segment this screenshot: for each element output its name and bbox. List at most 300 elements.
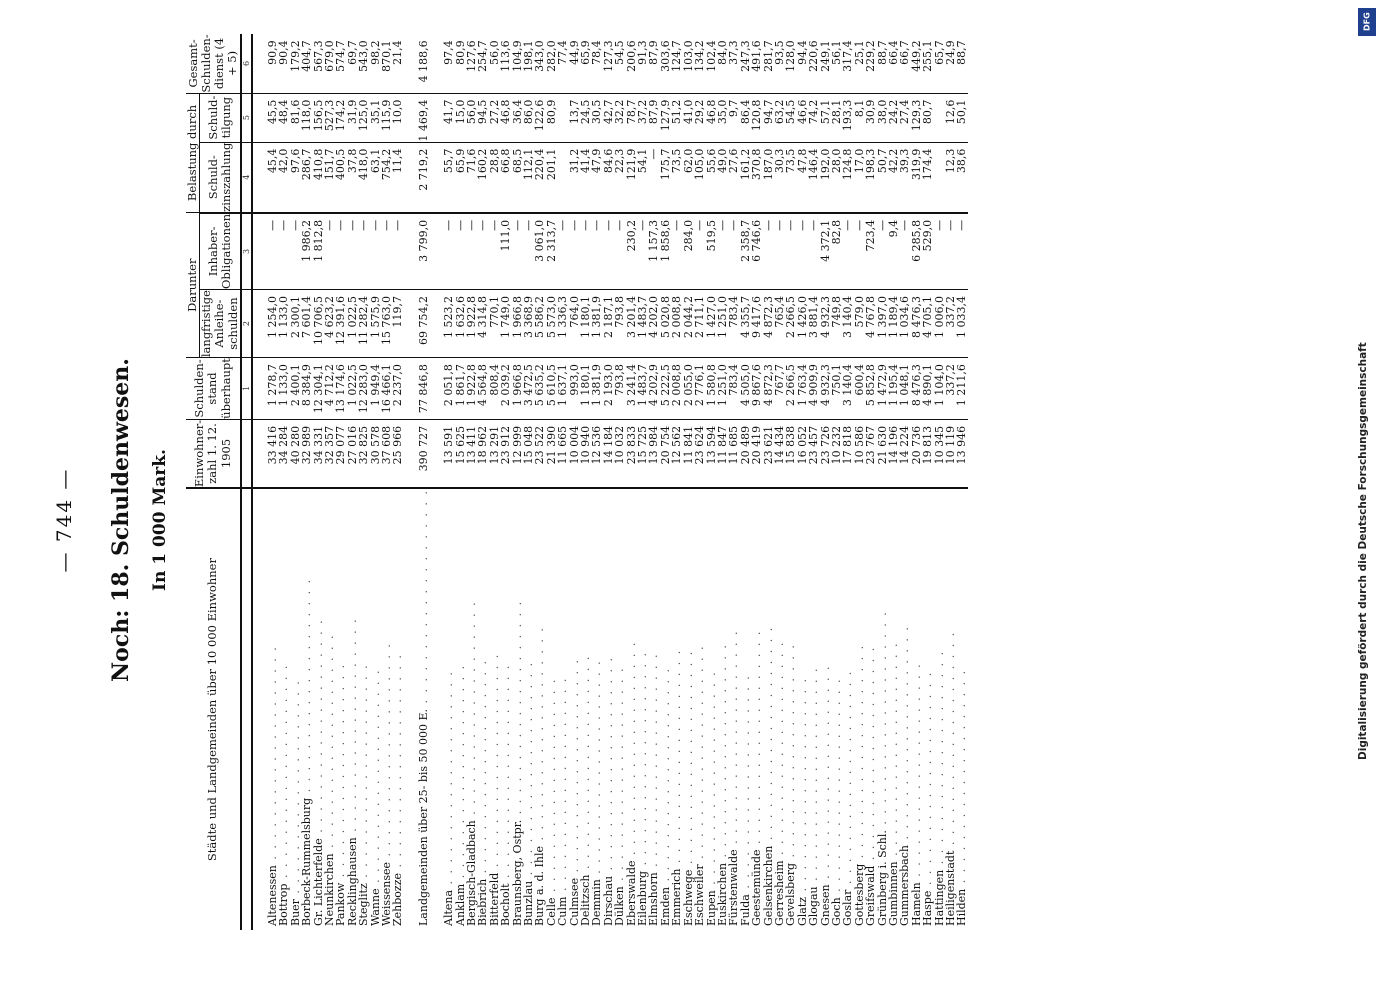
cell-col-2: 2 266,5 xyxy=(785,358,796,420)
cell-col-5: 370,8 xyxy=(751,142,762,213)
cell-col-1: 20 754 xyxy=(660,419,671,488)
cell-col-5: 198,3 xyxy=(865,142,876,213)
cell-col-4: — xyxy=(637,213,648,290)
cell-col-5: 55,6 xyxy=(706,142,717,213)
cell-col-6: 127,9 xyxy=(660,93,671,142)
city-label: Delitzsch xyxy=(579,874,593,926)
table-row xyxy=(956,34,967,930)
cell-col-6: 30,9 xyxy=(865,93,876,142)
cell-col-6 xyxy=(557,93,568,142)
spacer-cell xyxy=(252,488,267,930)
leader-dots: . . . . . . . . . . . . . . . . . . . . xyxy=(288,679,302,900)
cell-col-4: 519,5 xyxy=(706,213,717,290)
cell-col-7: 134,2 xyxy=(693,40,707,72)
cell-col-5: 31,2 xyxy=(569,142,580,213)
cell-col-7: 65,9 xyxy=(579,40,593,65)
leader-dots: . . . . . . . . . . . . . . . . . . . . xyxy=(416,489,430,709)
spacer-cell xyxy=(429,358,443,420)
cell-col-2: 4 909,9 xyxy=(808,358,819,420)
leader-dots: . . . . . . . . . . . . . . . . . . . . xyxy=(636,651,650,871)
cell-col-6: 12,6 xyxy=(945,93,956,142)
cell-col-1: 390 727 xyxy=(418,419,429,488)
cell-col-2: 2 051,8 xyxy=(443,358,454,420)
cell-col-7: 574,7 xyxy=(334,40,348,72)
city-label: Bergisch-Gladbach xyxy=(464,820,478,926)
cell-col-4: — xyxy=(728,213,739,290)
cell-col-3: 1 034,6 xyxy=(899,290,910,358)
cell-col-1: 13 594 xyxy=(706,419,717,488)
cell-col-4: 82,8 xyxy=(831,213,842,290)
cell-col-1: 25 966 xyxy=(392,419,403,488)
cell-col-6: 81,6 xyxy=(290,93,301,142)
cell-col-1: 20 736 xyxy=(911,419,922,488)
cell-col-2: 1 048,1 xyxy=(899,358,910,420)
leader-dots: . . . . . . . . . . . . . . . . . . . . xyxy=(841,669,855,890)
cell-col-5: 28,0 xyxy=(831,142,842,213)
cell-col-2: 4 505,0 xyxy=(740,358,751,420)
cell-col-1: 27 016 xyxy=(347,419,358,488)
cell-col-4: — xyxy=(808,213,819,290)
city-label: Biebrich xyxy=(476,878,490,926)
cell-col-1: 10 940 xyxy=(580,419,591,488)
cell-col-5: 187,0 xyxy=(763,142,774,213)
city-label: Eberswalde xyxy=(624,860,638,926)
cell-col-4: — xyxy=(694,213,705,290)
cell-col-6: 54,5 xyxy=(785,93,796,142)
cell-col-7: 84,0 xyxy=(715,40,729,65)
city-label: Hameln xyxy=(909,882,923,926)
cell-col-3: 2 266,5 xyxy=(785,290,796,358)
spacer-cell xyxy=(429,419,443,488)
cell-col-6: 118,0 xyxy=(301,93,312,142)
cell-col-7: 94,4 xyxy=(795,40,809,65)
cell-col-3: 1 749,0 xyxy=(500,290,511,358)
cell-col-1: 23 726 xyxy=(820,419,831,488)
spacer-cell xyxy=(404,93,418,142)
cell-col-7: 317,4 xyxy=(841,40,855,72)
leader-dots: . . . . . . . . . . . . . . . . . . . . xyxy=(590,659,604,880)
cell-col-5: 400,5 xyxy=(335,142,346,213)
leader-dots: . . . . . . . . . . . . . . . . . . . . xyxy=(487,652,501,873)
cell-col-3: 2 711,1 xyxy=(694,290,705,358)
cell-col-5: — xyxy=(648,142,659,213)
city-label: Euskirchen xyxy=(715,862,729,926)
city-label: Glogau xyxy=(807,886,821,926)
city-label: Wanne xyxy=(368,888,382,926)
cell-col-6: 48,4 xyxy=(278,93,289,142)
cell-col-7: 247,3 xyxy=(738,40,752,72)
cell-col-1: 12 999 xyxy=(512,419,523,488)
city-label: Buer xyxy=(288,899,302,926)
leader-dots: . . . . . . . . . . . . . . . . . . . . xyxy=(772,640,786,861)
cell-col-4: — xyxy=(335,213,346,290)
cell-col-1: 15 625 xyxy=(455,419,466,488)
cell-col-2: 4 872,3 xyxy=(763,358,774,420)
cell-col-2: 2 008,8 xyxy=(671,358,682,420)
leader-dots: . . . . . . . . . . . . . . . . . . . . xyxy=(704,670,718,891)
cell-col-7: 343,0 xyxy=(533,40,547,72)
cell-col-7: 78,4 xyxy=(590,40,604,65)
spacer-cell xyxy=(252,290,267,358)
cell-col-2: 8 384,9 xyxy=(301,358,312,420)
cell-col-7: 77,4 xyxy=(556,40,570,65)
cell-col-3: 119,7 xyxy=(392,290,403,358)
leader-dots: . . . . . . . . . . . . . . . . . . . . xyxy=(476,658,490,879)
cell-col-3: 10 706,5 xyxy=(313,290,324,358)
cell-col-4: 9,4 xyxy=(888,213,899,290)
rotated-page xyxy=(0,34,1340,1000)
cell-col-6: 56,0 xyxy=(466,93,477,142)
cell-col-7: 98,2 xyxy=(368,40,382,65)
cell-col-3: 337,2 xyxy=(945,290,956,358)
leader-dots: . . . . . . . . . . . . . . . . . . . . xyxy=(624,640,638,861)
cell-col-5: 319,9 xyxy=(911,142,922,213)
cell-col-7: 200,6 xyxy=(624,40,638,72)
cell-col-1: 20 489 xyxy=(740,419,751,488)
cell-col-5: 68,5 xyxy=(512,142,523,213)
leader-dots: . . . . . . . . . . . . . . . . . . . . xyxy=(556,676,570,897)
cell-col-2: 1 580,8 xyxy=(706,358,717,420)
cell-col-7: 249,1 xyxy=(818,40,832,72)
cell-col-2: 3 241,4 xyxy=(626,358,637,420)
leader-dots: . . . . . . . . . . . . . . . . . . . . xyxy=(829,677,843,898)
cell-col-6: 129,3 xyxy=(911,93,922,142)
leader-dots: . . . . . . . . . . . . . . . . . . . . xyxy=(499,663,513,884)
cell-col-4: — xyxy=(512,213,523,290)
cell-col-2: 2 193,0 xyxy=(603,358,614,420)
cell-col-3: 1 397,0 xyxy=(877,290,888,358)
cell-col-4: — xyxy=(290,213,301,290)
cell-col-6: 80,7 xyxy=(922,93,933,142)
leader-dots: . . . . . . . . . . . . . . . . . . . . xyxy=(613,666,627,887)
spacer-cell xyxy=(429,290,443,358)
leader-dots: . . . . . . . . . . . . . . . . . . . . xyxy=(852,643,866,864)
leader-dots: . . . . . . . . . . . . . . . . . . . . xyxy=(464,600,478,821)
city-label: Hilden xyxy=(955,888,969,926)
city-label: Glatz xyxy=(795,896,809,926)
cell-col-5: 124,8 xyxy=(842,142,853,213)
city-label: Hattingen xyxy=(932,869,946,926)
cell-col-7: 65,7 xyxy=(932,40,946,65)
cell-col-1: 34 284 xyxy=(278,419,289,488)
city-label: Geestemünde xyxy=(750,849,764,926)
cell-col-6: 94,7 xyxy=(763,93,774,142)
spacer-cell xyxy=(404,290,418,358)
cell-col-7: 80,9 xyxy=(453,40,467,65)
cell-col-4: — xyxy=(603,213,614,290)
cell-col-4: — xyxy=(477,213,488,290)
cell-col-1: 12 536 xyxy=(591,419,602,488)
cell-col-6: 50,1 xyxy=(956,93,967,142)
cell-col-5: 12,3 xyxy=(945,142,956,213)
cell-col-1: 20 419 xyxy=(751,419,762,488)
cell-col-7: 37,3 xyxy=(727,40,741,65)
leader-dots: . . . . . . . . . . . . . . . . . . . . xyxy=(300,577,314,798)
cell-col-5: 201,1 xyxy=(546,142,557,213)
cell-col-3: 1 336,3 xyxy=(557,290,568,358)
cell-col-4: — xyxy=(278,213,289,290)
city-label: Goch xyxy=(829,897,843,926)
cell-col-2: 1 922,8 xyxy=(466,358,477,420)
cell-col-4: 6 285,8 xyxy=(911,213,922,290)
cell-col-5: 27,6 xyxy=(728,142,739,213)
cell-col-3: 1 006,0 xyxy=(934,290,945,358)
cell-col-5: 220,4 xyxy=(534,142,545,213)
cell-col-4: 2 358,7 xyxy=(740,213,751,290)
colnum-2: 2 xyxy=(241,290,252,358)
leader-dots: . . . . . . . . . . . . . . . . . . . . xyxy=(750,629,764,850)
cell-col-6: 27,2 xyxy=(489,93,500,142)
cell-col-2: 767,7 xyxy=(774,358,785,420)
cell-col-2: 793,8 xyxy=(614,358,625,420)
cell-col-5: 2 719,2 xyxy=(418,142,429,213)
cell-col-2: 77 846,8 xyxy=(418,358,429,420)
cell-col-4: — xyxy=(877,213,888,290)
cell-col-2: 2 237,0 xyxy=(392,358,403,420)
cell-col-7: 303,6 xyxy=(658,40,672,72)
header-darunter: Darunter xyxy=(186,213,200,358)
spacer-cell xyxy=(252,419,267,488)
cell-col-2: 1 133,0 xyxy=(278,358,289,420)
city-label: Braunsberg, Ostpr. xyxy=(510,819,524,926)
cell-col-3: 4 314,8 xyxy=(477,290,488,358)
cell-col-2: 1 861,7 xyxy=(455,358,466,420)
cell-col-5: 38,6 xyxy=(956,142,967,213)
city-label: Neunkirchen xyxy=(322,853,336,926)
cell-col-7: 91,3 xyxy=(636,40,650,65)
cell-col-5: 418,0 xyxy=(358,142,369,213)
cell-col-1: 16 052 xyxy=(797,419,808,488)
cell-col-3: 783,4 xyxy=(728,290,739,358)
page-number: — 744 — xyxy=(52,467,76,573)
cell-col-1: 13 946 xyxy=(956,419,967,488)
cell-col-3: 3 140,4 xyxy=(842,290,853,358)
cell-col-3: 4 202,0 xyxy=(648,290,659,358)
cell-col-3: 1 133,0 xyxy=(278,290,289,358)
cell-col-1: 11 685 xyxy=(728,419,739,488)
cell-col-1: 23 767 xyxy=(865,419,876,488)
cell-col-7: 54,5 xyxy=(613,40,627,65)
cell-col-2: 5 222,5 xyxy=(660,358,671,420)
cell-col-3: 4 623,2 xyxy=(324,290,335,358)
city-label: Culmsee xyxy=(567,877,581,926)
leader-dots: . . . . . . . . . . . . . . . . . . . . xyxy=(658,667,672,887)
cell-col-4: 2 313,7 xyxy=(546,213,557,290)
city-label: Steglitz xyxy=(357,883,371,926)
leader-dots: . . . . . . . . . . . . . . . . . . . . xyxy=(391,653,405,873)
cell-col-7: 113,6 xyxy=(499,40,513,72)
cell-col-5: 63,1 xyxy=(370,142,381,213)
cell-col-7: 56,0 xyxy=(487,40,501,65)
cell-col-1: 10 232 xyxy=(831,419,842,488)
cell-col-4: 3 061,0 xyxy=(534,213,545,290)
leader-dots: . . . . . . . . . . . . . . . . . . . . xyxy=(715,643,729,863)
cell-col-7: 4 188,6 xyxy=(416,40,430,83)
cell-col-6: 31,9 xyxy=(347,93,358,142)
spacer-cell xyxy=(252,213,267,290)
leader-dots: . . . . . . . . . . . . . . . . . . . . xyxy=(311,618,325,839)
cell-col-5: 47,9 xyxy=(591,142,602,213)
spacer-cell xyxy=(404,142,418,213)
city-label: Eschwege xyxy=(681,869,695,926)
cell-col-1: 32 357 xyxy=(324,419,335,488)
cell-col-2: 2 776,1 xyxy=(694,358,705,420)
cell-col-4: — xyxy=(580,213,591,290)
cell-col-7: 179,2 xyxy=(288,40,302,72)
cell-col-5: 71,6 xyxy=(466,142,477,213)
cell-col-5: 286,7 xyxy=(301,142,312,213)
cell-col-2: 4 564,8 xyxy=(477,358,488,420)
cell-col-6: 94,5 xyxy=(477,93,488,142)
colnum-5: 5 xyxy=(241,93,252,142)
cell-col-5: 22,3 xyxy=(614,142,625,213)
cell-col-2: 4 712,2 xyxy=(324,358,335,420)
leader-dots: . . . . . . . . . . . . . . . . . . . . xyxy=(887,641,900,862)
cell-col-7: 543,0 xyxy=(357,40,371,72)
cell-col-1: 14 196 xyxy=(888,419,899,488)
cell-col-2: 1 104,0 xyxy=(934,358,945,420)
cell-col-1: 21 390 xyxy=(546,419,557,488)
cell-col-5: 55,7 xyxy=(443,142,454,213)
leader-dots: . . . . . . . . . . . . . . . . . . . . xyxy=(334,662,348,883)
leader-dots: . . . . . . . . . . . . . . . . . . . . xyxy=(795,677,809,897)
cell-col-6: 156,5 xyxy=(313,93,324,142)
leader-dots: . . . . . . . . . . . . . . . . . . . . xyxy=(681,649,695,870)
leader-dots: . . . . . . . . . . . . . . . . . . . . xyxy=(693,644,707,865)
city-label: Burg a. d. Ihle xyxy=(533,845,547,926)
spacer-cell xyxy=(252,93,267,142)
cell-col-4: — xyxy=(614,213,625,290)
leader-dots: . . . . . . . . . . . . . . . . . . . . xyxy=(522,660,535,881)
city-name xyxy=(418,488,429,930)
cell-col-7: 449,2 xyxy=(909,40,923,72)
city-label: Landgemeinden über 25- bis 50 000 E. xyxy=(416,708,430,926)
cell-col-2: 12 304,1 xyxy=(313,358,324,420)
cell-col-3: 5 586,2 xyxy=(534,290,545,358)
leader-dots: . . . . . . . . . . . . . . . . . . . . xyxy=(579,654,593,875)
cell-col-4: — xyxy=(267,213,278,290)
cell-col-5: 50,7 xyxy=(877,142,888,213)
leader-dots: . . . . . . . . . . . . . . . . . . . . xyxy=(909,662,923,883)
cell-col-4: — xyxy=(591,213,602,290)
leader-dots: . . . . . . . . . . . . . . . . . . . . xyxy=(898,625,912,845)
cell-col-2: 600,4 xyxy=(854,358,865,420)
spacer-row xyxy=(252,34,267,930)
leader-dots: . . . . . . . . . . . . . . . . . . . . xyxy=(932,649,946,870)
cell-col-6: 78,7 xyxy=(626,93,637,142)
spacer-cell xyxy=(404,358,418,420)
cell-col-7: 103,0 xyxy=(681,40,695,72)
cell-col-3: 1 427,0 xyxy=(706,290,717,358)
cell-col-3: 1 381,9 xyxy=(591,290,602,358)
colnum-1: 1 xyxy=(241,358,252,420)
city-label: Gr. Lichterfelde xyxy=(311,838,325,926)
city-label: Demmin xyxy=(590,879,604,926)
cell-col-7: 90,9 xyxy=(265,40,279,65)
cell-col-3: 1 189,4 xyxy=(888,290,899,358)
cell-col-5: 151,7 xyxy=(324,142,335,213)
cell-col-4: — xyxy=(466,213,477,290)
cell-col-4: 1 858,6 xyxy=(660,213,671,290)
cell-col-3: 69 754,2 xyxy=(418,290,429,358)
city-label: Haspe xyxy=(921,890,935,926)
city-name xyxy=(392,488,403,930)
spacer-cell xyxy=(404,419,418,488)
leader-dots: . . . . . . . . . . . . . . . . . . . . xyxy=(277,663,291,884)
leader-dots: . . . . . . . . . . . . . . . . . . . . xyxy=(368,668,382,889)
leader-dots: . . . . . . . . . . . . . . . . . . . . xyxy=(784,643,798,863)
cell-col-2: 2 039,2 xyxy=(500,358,511,420)
cell-col-1: 15 838 xyxy=(785,419,796,488)
city-label: Fulda xyxy=(738,894,752,926)
cell-col-5: 105,0 xyxy=(694,142,705,213)
city-label: Dirschau xyxy=(601,875,615,926)
leader-dots: . . . . . . . . . . . . . . . . . . . . xyxy=(955,668,969,889)
leader-dots: . . . . . . . . . . . . . . . . . . . . xyxy=(265,645,279,866)
cell-col-1: 23 621 xyxy=(763,419,774,488)
cell-col-2: 993,0 xyxy=(569,358,580,420)
cell-col-4: — xyxy=(392,213,403,290)
cell-col-1: 10 586 xyxy=(854,419,865,488)
cell-col-7: 25,1 xyxy=(852,40,866,65)
cell-col-4: 3 799,0 xyxy=(418,213,429,290)
cell-col-7: 97,4 xyxy=(442,40,456,65)
cell-col-6: 15,0 xyxy=(455,93,466,142)
cell-col-7: 679,0 xyxy=(322,40,336,72)
cell-col-2: 1 381,9 xyxy=(591,358,602,420)
city-label: Emmerich xyxy=(670,868,684,926)
city-label: Bunzlau xyxy=(522,880,535,926)
city-label: Gevelsberg xyxy=(784,862,798,926)
city-label: Zehbozze xyxy=(391,872,405,926)
cell-col-1: 15 048 xyxy=(523,419,534,488)
cell-col-4: — xyxy=(489,213,500,290)
cell-col-3: 4 767,8 xyxy=(865,290,876,358)
cell-col-4: — xyxy=(763,213,774,290)
cell-col-4: 1 986,2 xyxy=(301,213,312,290)
cell-col-3: 1 033,4 xyxy=(956,290,967,358)
cell-col-6: 174,2 xyxy=(335,93,346,142)
dfg-logo: DFG xyxy=(1358,8,1376,36)
leader-dots: . . . . . . . . . . . . . . . . . . . . xyxy=(453,663,467,884)
cell-col-5: 121,9 xyxy=(626,142,637,213)
cell-col-2: 2 400,1 xyxy=(290,358,301,420)
city-label: Dülken xyxy=(613,886,627,926)
cell-col-1: 13 984 xyxy=(648,419,659,488)
cell-col-1: 21 630 xyxy=(877,419,888,488)
cell-col-5: 73,5 xyxy=(785,142,796,213)
cell-col-1: 10 345 xyxy=(934,419,945,488)
cell-col-3: 749,8 xyxy=(831,290,842,358)
cell-col-6: 51,2 xyxy=(671,93,682,142)
cell-col-2: 1 278,7 xyxy=(267,358,278,420)
city-label: Eschweiler xyxy=(693,864,707,926)
leader-dots: . . . . . . . . . . . . . . . . . . . . xyxy=(601,655,615,876)
leader-dots: . . . . . . . . . . . . . . . . . . . . xyxy=(921,670,935,891)
cell-col-7: 44,9 xyxy=(567,40,581,65)
cell-col-1: 15 725 xyxy=(637,419,648,488)
cell-col-7: 229,2 xyxy=(864,40,878,72)
cell-col-3: 1 922,8 xyxy=(466,290,477,358)
page-title: Noch: 18. Schuldenwesen. xyxy=(108,358,134,682)
spacer-cell xyxy=(429,34,443,93)
cell-col-4: — xyxy=(934,213,945,290)
cell-col-5: 97,6 xyxy=(290,142,301,213)
cell-col-2: 1 022,5 xyxy=(347,358,358,420)
cell-col-7: 88,7 xyxy=(875,40,889,65)
leader-dots: . . . . . . . . . . . . . . . . . . . . xyxy=(379,642,393,862)
header-total-debt: Schulden-stand überhaupt xyxy=(186,358,241,420)
